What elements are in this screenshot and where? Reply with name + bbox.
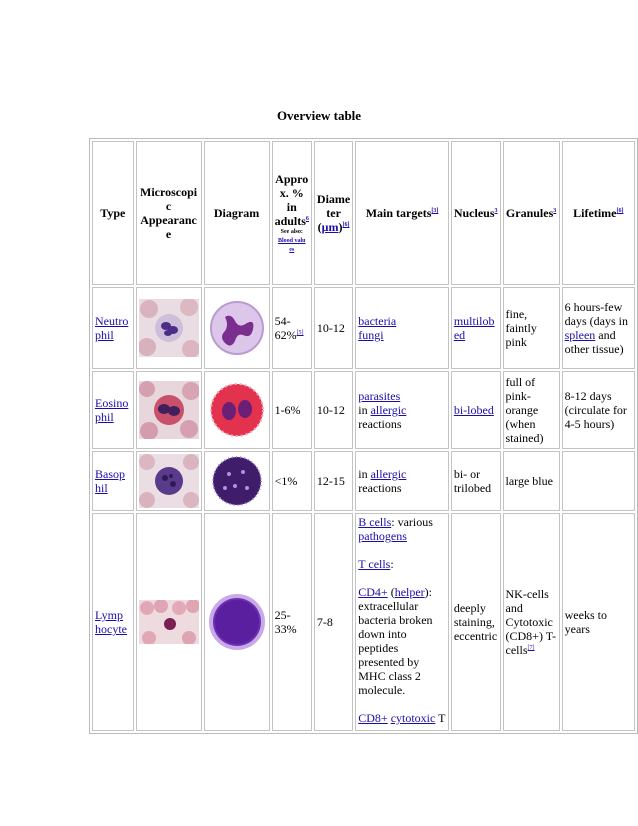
footnote-ref[interactable]: [6]: [342, 222, 350, 228]
multilobed-link[interactable]: multilob ed: [453, 314, 495, 342]
header-type: Type: [92, 141, 134, 285]
cell-targets: [355, 287, 449, 369]
cell-granules: large blue: [503, 451, 560, 511]
cell-type: [92, 287, 134, 369]
see-also-label: See also:: [280, 228, 303, 235]
header-lifetime: Lifetime[6]: [562, 141, 635, 285]
header-microscopic: Microscopi c Appearanc e: [136, 141, 202, 285]
blood-values-link[interactable]: Blood valu es: [277, 237, 306, 253]
t-cells-link[interactable]: T cells: [358, 557, 391, 571]
footnote-ref[interactable]: 3: [553, 208, 557, 214]
cell-micrograph: [136, 451, 202, 511]
header-main-targets: Main targets[3]: [355, 141, 449, 285]
cell-diameter: 10-12: [314, 287, 353, 369]
cell-diagram: [204, 371, 270, 449]
cell-lifetime: 6 hours-few days (days in spleen and other tissue): [562, 287, 635, 369]
eosinophil-diagram-image: [207, 381, 267, 439]
header-diagram: Diagram: [204, 141, 270, 285]
parasites-link[interactable]: parasites: [358, 389, 401, 403]
cell-granules: fine, faintly pink: [503, 287, 560, 369]
cell-nucleus: deeply staining, eccentric: [451, 513, 501, 731]
cell-granules: NK-cells and Cytotoxic (CD8+) T-cells[7]: [503, 513, 560, 731]
page-title: Overview table: [276, 108, 362, 123]
neutrophil-diagram-image: [207, 299, 267, 357]
cell-micrograph: [136, 371, 202, 449]
lymphocyte-micrograph-image: [139, 600, 199, 644]
cell-diameter: 7-8: [314, 513, 353, 731]
cell-lifetime: 8-12 days (circulate for 4-5 hours): [562, 371, 635, 449]
cell-diagram: [204, 287, 270, 369]
fungi-link[interactable]: fungi: [358, 328, 384, 342]
footnote-ref[interactable]: 6: [305, 215, 309, 222]
neutrophil-micrograph-image: [139, 299, 199, 357]
basophil-link[interactable]: Basop hil: [95, 467, 125, 495]
cell-lifetime: [562, 451, 635, 511]
lymphocyte-link[interactable]: Lymp hocyte: [95, 608, 127, 636]
cell-targets: parasites in allergic reactions: [355, 371, 449, 449]
cell-nucleus: [451, 371, 501, 449]
header-granules: Granules$^3$: [503, 141, 560, 285]
cell-diagram: [204, 451, 270, 511]
pathogens-link[interactable]: pathogens: [358, 529, 407, 543]
footnote-ref[interactable]: [6]: [616, 208, 624, 214]
basophil-micrograph-image: [139, 454, 199, 508]
cytotoxic-link[interactable]: cytotoxic: [390, 711, 436, 725]
cell-diagram: [204, 513, 270, 731]
spleen-link[interactable]: spleen: [564, 328, 596, 342]
table-row: [92, 451, 635, 511]
table-row: [92, 513, 635, 731]
b-cells-link[interactable]: B cells: [358, 515, 392, 529]
header-diameter: Diame ter (μm)[6]: [314, 141, 353, 285]
footnote-ref[interactable]: [7]: [527, 645, 535, 651]
bilobed-link[interactable]: bi-lobed: [453, 403, 494, 417]
cell-type: [92, 513, 134, 731]
cell-type: [92, 451, 134, 511]
table-row: [92, 371, 635, 449]
bacteria-link[interactable]: bacteria: [358, 314, 397, 328]
header-row: [92, 141, 635, 285]
cd8-link[interactable]: CD8+: [358, 711, 388, 725]
cell-percent: 54-62%[5]: [272, 287, 312, 369]
eosinophil-micrograph-image: [139, 381, 199, 439]
header-nucleus: Nucleus$^3$: [451, 141, 501, 285]
overview-table: [89, 138, 638, 734]
neutrophil-link[interactable]: Neutro phil: [95, 314, 129, 342]
footnote-ref[interactable]: [5]: [296, 330, 304, 336]
cell-micrograph: [136, 513, 202, 731]
table-row: [92, 287, 635, 369]
eosinophil-link[interactable]: Eosino phil: [95, 396, 129, 424]
cell-targets: B cells: various pathogens T cells: CD4+ (helper): extracellular bacteria broken down into peptides presented by MHC class 2 molecule. CD8+ cytotoxic T: [355, 513, 449, 731]
cd4-link[interactable]: CD4+: [358, 585, 388, 599]
cell-granules: full of pink-orange (when stained): [503, 371, 560, 449]
cell-type: [92, 371, 134, 449]
footnote-ref[interactable]: 3: [494, 208, 498, 214]
cell-targets: in allergic reactions: [355, 451, 449, 511]
cell-percent: 25-33%: [272, 513, 312, 731]
cell-micrograph: [136, 287, 202, 369]
helper-link[interactable]: helper: [394, 585, 425, 599]
cell-diameter: 10-12: [314, 371, 353, 449]
cell-percent: 1-6%: [272, 371, 312, 449]
cell-percent: <1%: [272, 451, 312, 511]
cell-lifetime: weeks to years: [562, 513, 635, 731]
lymphocyte-diagram-image: [207, 590, 267, 654]
cell-nucleus: [451, 287, 501, 369]
header-percent: Appro x. % in adults$^6$ See also: Blood valu es: [272, 141, 312, 285]
cell-nucleus: bi- or trilobed: [451, 451, 501, 511]
cell-diameter: 12-15: [314, 451, 353, 511]
basophil-diagram-image: [207, 454, 267, 508]
allergic-link[interactable]: allergic: [370, 403, 407, 417]
allergic-link[interactable]: allergic: [370, 467, 407, 481]
footnote-ref[interactable]: [3]: [431, 208, 439, 214]
